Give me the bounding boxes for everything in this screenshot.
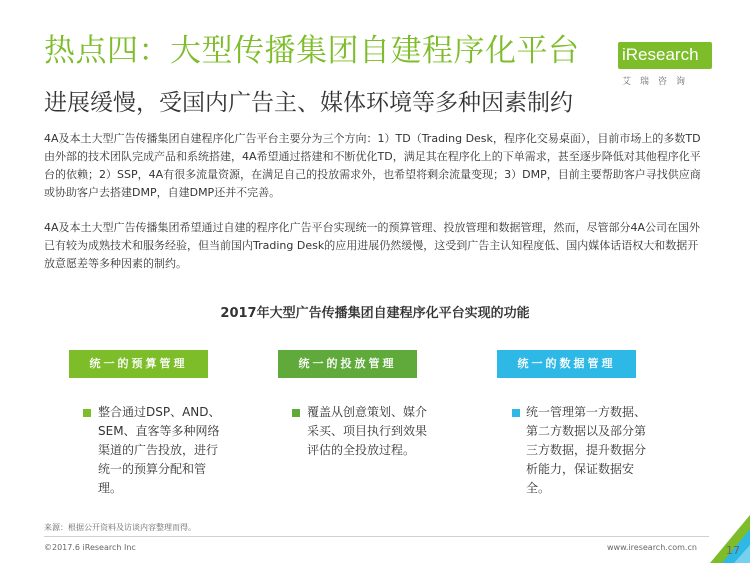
footer-divider	[44, 536, 709, 537]
page-title: 热点四：大型传播集团自建程序化平台	[44, 33, 580, 69]
column-heading-budget: 统一的预算管理	[69, 350, 208, 378]
bullet-square-icon	[83, 409, 91, 417]
bullet-square-icon	[512, 409, 520, 417]
source-note: 来源：根据公开资料及访谈内容整理而得。	[44, 523, 196, 532]
bullet-square-icon	[292, 409, 300, 417]
iresearch-logo	[618, 42, 728, 86]
logo-box	[618, 42, 712, 69]
column-text-data: 统一管理第一方数据、第二方数据以及部分第三方数据，提升数据分析能力，保证数据安全。	[526, 405, 647, 495]
website-url: www.iresearch.com.cn	[607, 543, 697, 552]
column-heading-data: 统一的数据管理	[497, 350, 636, 378]
page-number: 17	[726, 544, 740, 557]
logo-tagline: 艾瑞咨询	[622, 77, 695, 87]
logo-brand: iResearch	[622, 45, 699, 64]
column-text-delivery: 覆盖从创意策划、媒介采买、项目执行到效果评估的全投放过程。	[307, 405, 428, 457]
intro-paragraph-1: 4A及本土大型广告传播集团自建程序化广告平台主要分为三个方向：1）TD（Trading Desk，程序化交易桌面），目前市场上的多数TD由外部的技术团队完成产品和系统搭建，4A希望通过搭建和不断优化TD，满足其在程序化上的下单需求，甚至逐步降低对其他程序化平台的依赖；2）SSP，4A有很多流量资源，在满足自己的投放需求外，也希望将剩余流量变现；3）DMP，目前主要帮助客户寻找供应商或协助客户去搭建DMP，自建DMP还并不完善。	[44, 132, 701, 199]
column-text-budget: 整合通过DSP、AND、SEM、直客等多种网络渠道的广告投放，进行统一的预算分配和管理。	[98, 405, 221, 495]
intro-paragraph-2: 4A及本土大型广告传播集团希望通过自建的程序化广告平台实现统一的预算管理、投放管理和数据管理，然而，尽管部分4A公司在国外已有较为成熟技术和服务经验，但当前国内Trading Desk的应用进展仍然缓慢，这受到广告主认知程度低、国内媒体话语权大和数据开放意愿差等多种因素的制约。	[44, 221, 701, 270]
section-title: 2017年大型广告传播集团自建程序化平台实现的功能	[220, 306, 530, 321]
page-subtitle: 进展缓慢，受国内广告主、媒体环境等多种因素制约	[44, 90, 573, 116]
copyright-text: ©2017.6 iResearch Inc	[44, 543, 136, 552]
column-heading-delivery: 统一的投放管理	[278, 350, 417, 378]
